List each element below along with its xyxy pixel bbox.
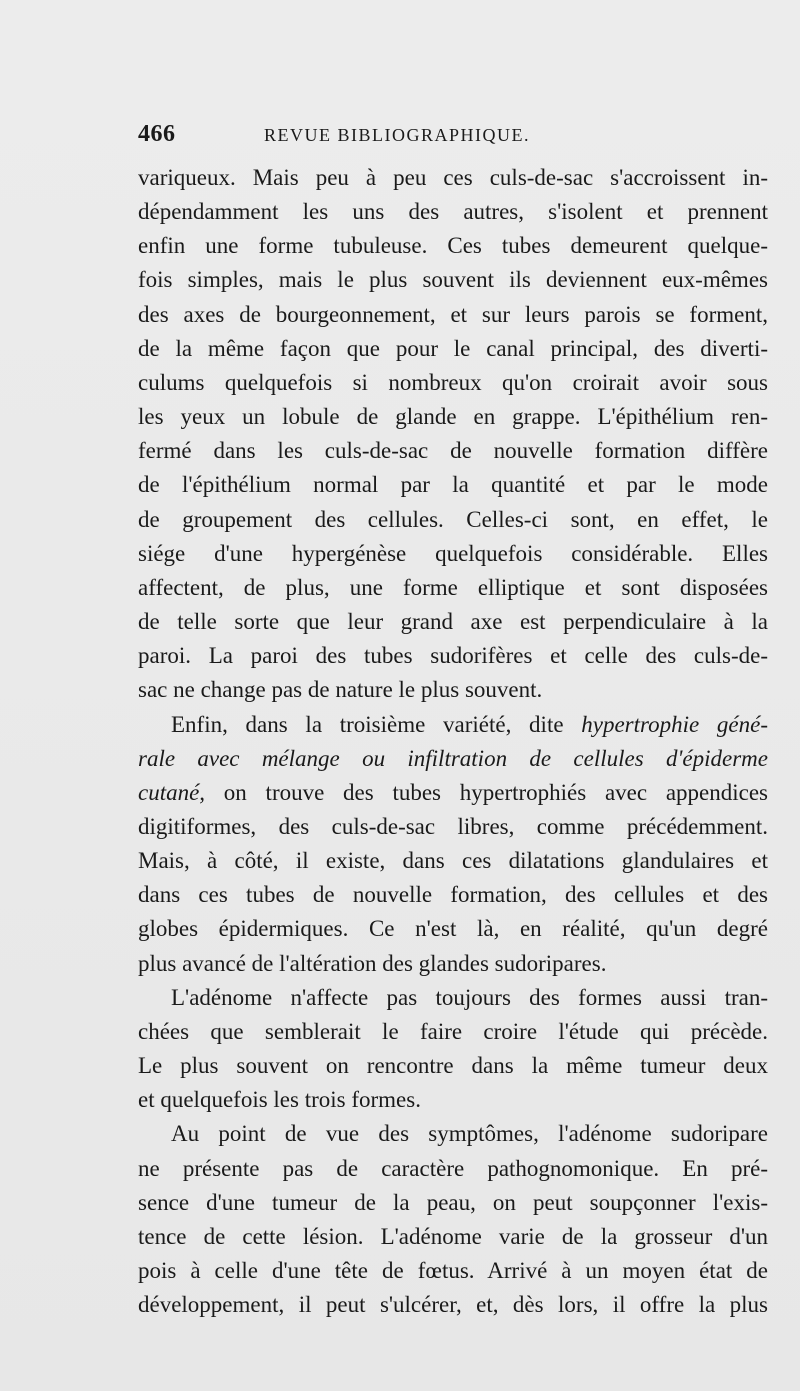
text-line: ne présente pas de caractère pathognomonique. En pré- bbox=[138, 1155, 768, 1181]
running-title: REVUE BIBLIOGRAPHIQUE. bbox=[264, 125, 530, 145]
text-line: chées que semblerait le faire croire l'étude qui précède. bbox=[138, 1018, 768, 1044]
text-line-italic bbox=[138, 742, 768, 776]
text-line: affectent, de plus, une forme elliptique et sont disposées bbox=[138, 574, 768, 600]
text-line: sac ne change pas de nature le plus souvent. bbox=[138, 677, 543, 703]
text-line: L'adénome n'affecte pas toujours des formes aussi tran- bbox=[171, 984, 768, 1010]
body-text bbox=[138, 161, 768, 1322]
text-line: enfin une forme tubuleuse. Ces tubes demeurent quelque- bbox=[138, 233, 768, 259]
text-line: culums quelquefois si nombreux qu'on croirait avoir sous bbox=[138, 369, 768, 395]
page-number: 466 bbox=[138, 121, 176, 147]
text-line: de telle sorte que leur grand axe est perpendiculaire à la bbox=[138, 609, 768, 635]
text-line-mixed bbox=[138, 776, 768, 810]
text-line: digitiformes, des culs-de-sac libres, comme précédemment. bbox=[138, 813, 768, 839]
text-line: fois simples, mais le plus souvent ils deviennent eux-mêmes bbox=[138, 267, 768, 293]
page-content bbox=[138, 121, 768, 1322]
text-line: de groupement des cellules. Celles-ci sont, en effet, le bbox=[138, 506, 768, 532]
text-line: de la même façon que pour le canal principal, des diverti- bbox=[138, 335, 768, 361]
text-line: dépendamment les uns des autres, s'isolent et prennent bbox=[138, 199, 768, 225]
text-line: dans ces tubes de nouvelle formation, des cellules et des bbox=[138, 882, 768, 908]
text-line: siége d'une hypergénèse quelquefois considérable. Elles bbox=[138, 540, 768, 566]
text-line: de l'épithélium normal par la quantité et par le mode bbox=[138, 472, 768, 498]
text-line: sence d'une tumeur de la peau, on peut soupçonner l'exis- bbox=[138, 1189, 768, 1215]
italic-text: rale avec mélange ou infiltration de cellules d'épiderme bbox=[138, 745, 768, 771]
text-line-mixed bbox=[138, 708, 768, 742]
text-line: Mais, à côté, il existe, dans ces dilatations glandulaires et bbox=[138, 848, 768, 874]
running-head bbox=[138, 121, 768, 153]
italic-text: cutané, bbox=[138, 779, 206, 805]
text-line: développement, il peut s'ulcérer, et, dès lors, il offre la plus bbox=[138, 1292, 768, 1318]
text-line: et quelquefois les trois formes. bbox=[138, 1087, 421, 1113]
text-line: plus avancé de l'altération des glandes sudoripares. bbox=[138, 950, 607, 976]
text-line: des axes de bourgeonnement, et sur leurs parois se forment, bbox=[138, 301, 768, 327]
text-line: variqueux. Mais peu à peu ces culs-de-sac s'accroissent in- bbox=[138, 165, 768, 190]
text-line: tence de cette lésion. L'adénome varie de la grosseur d'un bbox=[138, 1223, 768, 1249]
text-line: les yeux un lobule de glande en grappe. L'épithélium ren- bbox=[138, 404, 768, 430]
text-line: Au point de vue des symptômes, l'adénome sudoripare bbox=[171, 1121, 768, 1147]
text-line: Le plus souvent on rencontre dans la même tumeur deux bbox=[138, 1053, 768, 1079]
text-fragment: Enfin, dans la troisième variété, dite bbox=[171, 711, 582, 737]
text-line: fermé dans les culs-de-sac de nouvelle formation diffère bbox=[138, 438, 768, 464]
text-fragment: on trouve des tubes hypertrophiés avec appendices bbox=[205, 779, 768, 805]
text-line: globes épidermiques. Ce n'est là, en réalité, qu'un degré bbox=[138, 916, 768, 942]
text-line: paroi. La paroi des tubes sudorifères et celle des culs-de- bbox=[138, 643, 768, 669]
text-line: pois à celle d'une tête de fœtus. Arrivé à un moyen état de bbox=[138, 1258, 768, 1283]
italic-text: hypertrophie géné- bbox=[581, 711, 768, 737]
